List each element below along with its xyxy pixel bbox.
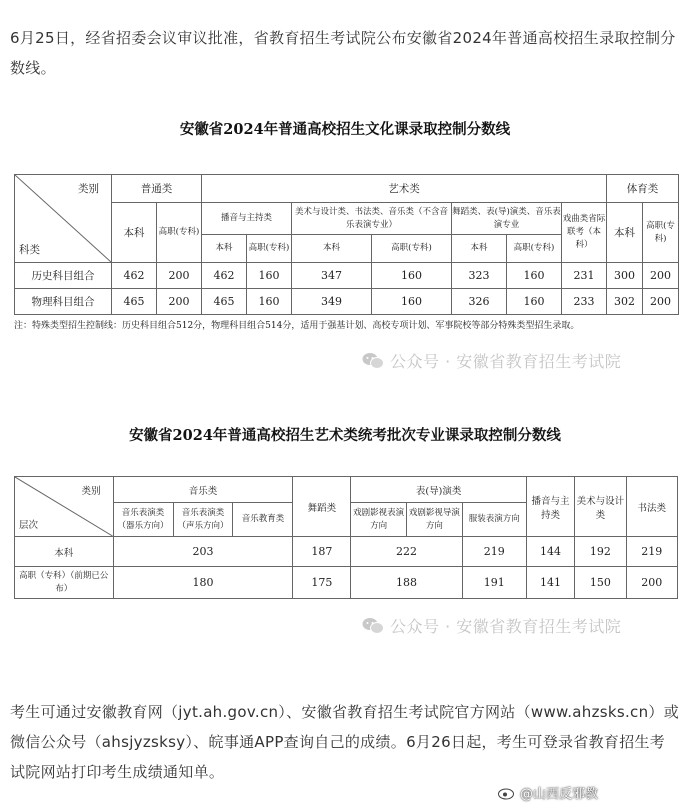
score-cell: 200 (157, 289, 202, 315)
table1-corner-category: 类别 (78, 183, 99, 195)
header-art-design: 美术与设计类 (575, 477, 626, 537)
header-sports-gz: 高职(专科) (643, 203, 679, 263)
header-music-instrumental: 音乐表演类（器乐方向） (113, 503, 173, 537)
score-cell: 323 (452, 263, 507, 289)
header-broadcast: 播音与主持类 (526, 477, 574, 537)
header-drama-directing: 戏剧影视导演方向 (406, 503, 462, 537)
score-cell: 462 (112, 263, 157, 289)
score-cell: 203 (113, 537, 293, 567)
row-label: 物理科目组合 (15, 289, 112, 315)
score-cell: 233 (562, 289, 607, 315)
header-fineart-bk: 本科 (292, 235, 372, 263)
header-drama-performance: 戏剧影视表演方向 (351, 503, 407, 537)
table1-note: 注：特殊类型招生控制线：历史科目组合512分，物理科目组合514分，适用于强基计划、高校专项计划、军事院校等部分特殊类型招生录取。 (14, 321, 580, 331)
watermark-text: 公众号 · 安徽省教育招生考试院 (390, 617, 622, 636)
closing-paragraph: 考生可通过安徽教育网（jyt.ah.gov.cn）、安徽省教育招生考试院官方网站（www.ahzsks.cn）或微信公众号（ahsjyzsksy）、皖事通APP查询自己的成绩。6月26日起，考生可登录省教育招生考试院网站打印考生成绩通知单。 (10, 703, 680, 781)
header-fineart-gz: 高职(专科) (372, 235, 452, 263)
score-cell: 141 (526, 567, 574, 599)
score-cell: 200 (157, 263, 202, 289)
watermark (362, 614, 621, 637)
weibo-icon (498, 785, 516, 800)
header-sports-bk: 本科 (607, 203, 643, 263)
score-cell: 180 (113, 567, 293, 599)
table2-title: 安徽省2024年普通高校招生艺术类统考批次专业课录取控制分数线 (129, 427, 561, 444)
score-cell: 160 (247, 289, 292, 315)
header-music-education: 音乐教育类 (233, 503, 293, 537)
header-dance: 舞蹈类 (293, 477, 351, 537)
header-dance-bk: 本科 (452, 235, 507, 263)
row-label: 本科 (15, 537, 114, 567)
score-cell: 200 (643, 263, 679, 289)
score-cell: 160 (507, 263, 562, 289)
score-cell: 144 (526, 537, 574, 567)
row-label: 历史科目组合 (15, 263, 112, 289)
score-cell: 219 (626, 537, 677, 567)
intro-paragraph: 6月25日，经省招委会议审议批准，省教育招生考试院公布安徽省2024年普通高校招生录取控制分数线。 (10, 29, 676, 77)
score-cell: 219 (462, 537, 526, 567)
score-cell: 222 (351, 537, 462, 567)
score-cell: 465 (112, 289, 157, 315)
table-row (15, 263, 679, 289)
wechat-icon (362, 352, 384, 370)
score-cell: 150 (575, 567, 626, 599)
header-ordinary-bk: 本科 (112, 203, 157, 263)
culture-score-table (14, 174, 679, 315)
score-cell: 187 (293, 537, 351, 567)
table2-corner-header (15, 477, 114, 537)
score-cell: 160 (247, 263, 292, 289)
footer-watermark-text: @山西反邪教 (520, 787, 599, 802)
header-music: 音乐类 (113, 477, 293, 503)
footer-watermark (498, 783, 598, 802)
header-dance-gz: 高职(专科) (507, 235, 562, 263)
score-cell: 160 (507, 289, 562, 315)
score-cell: 347 (292, 263, 372, 289)
score-cell: 200 (643, 289, 679, 315)
header-art-fineart: 美术与设计类、书法类、音乐类（不含音乐表演专业） (292, 203, 452, 235)
score-cell: 200 (626, 567, 677, 599)
header-drama: 表(导)演类 (351, 477, 527, 503)
header-art-broadcast: 播音与主持类 (202, 203, 292, 235)
table1-corner-header (15, 175, 112, 263)
row-label: 高职（专科）（前期已公布） (15, 567, 114, 599)
score-cell: 465 (202, 289, 247, 315)
header-art: 艺术类 (202, 175, 607, 203)
header-art-opera: 戏曲类省际联考（本科） (562, 203, 607, 263)
score-cell: 191 (462, 567, 526, 599)
table-row (15, 537, 678, 567)
header-ordinary: 普通类 (112, 175, 202, 203)
art-score-table (14, 476, 678, 599)
table-row (15, 567, 678, 599)
table2-corner-category: 类别 (81, 486, 101, 497)
header-broadcast-bk: 本科 (202, 235, 247, 263)
header-calligraphy: 书法类 (626, 477, 677, 537)
score-cell: 302 (607, 289, 643, 315)
score-cell: 160 (372, 289, 452, 315)
watermark-text: 公众号 · 安徽省教育招生考试院 (390, 352, 622, 371)
table1-title: 安徽省2024年普通高校招生文化课录取控制分数线 (179, 121, 511, 138)
score-cell: 231 (562, 263, 607, 289)
header-art-dance: 舞蹈类、表(导)演类、音乐表演专业 (452, 203, 562, 235)
table-row (15, 289, 679, 315)
wechat-icon (362, 617, 384, 635)
table1-corner-subject: 科类 (19, 244, 40, 256)
score-cell: 462 (202, 263, 247, 289)
score-cell: 300 (607, 263, 643, 289)
watermark (362, 349, 621, 372)
table2-corner-level: 层次 (19, 520, 39, 531)
score-cell: 349 (292, 289, 372, 315)
header-fashion-performance: 服装表演方向 (462, 503, 526, 537)
header-sports: 体育类 (607, 175, 679, 203)
header-ordinary-gz: 高职(专科) (157, 203, 202, 263)
score-cell: 188 (351, 567, 462, 599)
score-cell: 192 (575, 537, 626, 567)
header-music-vocal: 音乐表演类（声乐方向） (173, 503, 233, 537)
score-cell: 175 (293, 567, 351, 599)
header-broadcast-gz: 高职(专科) (247, 235, 292, 263)
score-cell: 160 (372, 263, 452, 289)
score-cell: 326 (452, 289, 507, 315)
